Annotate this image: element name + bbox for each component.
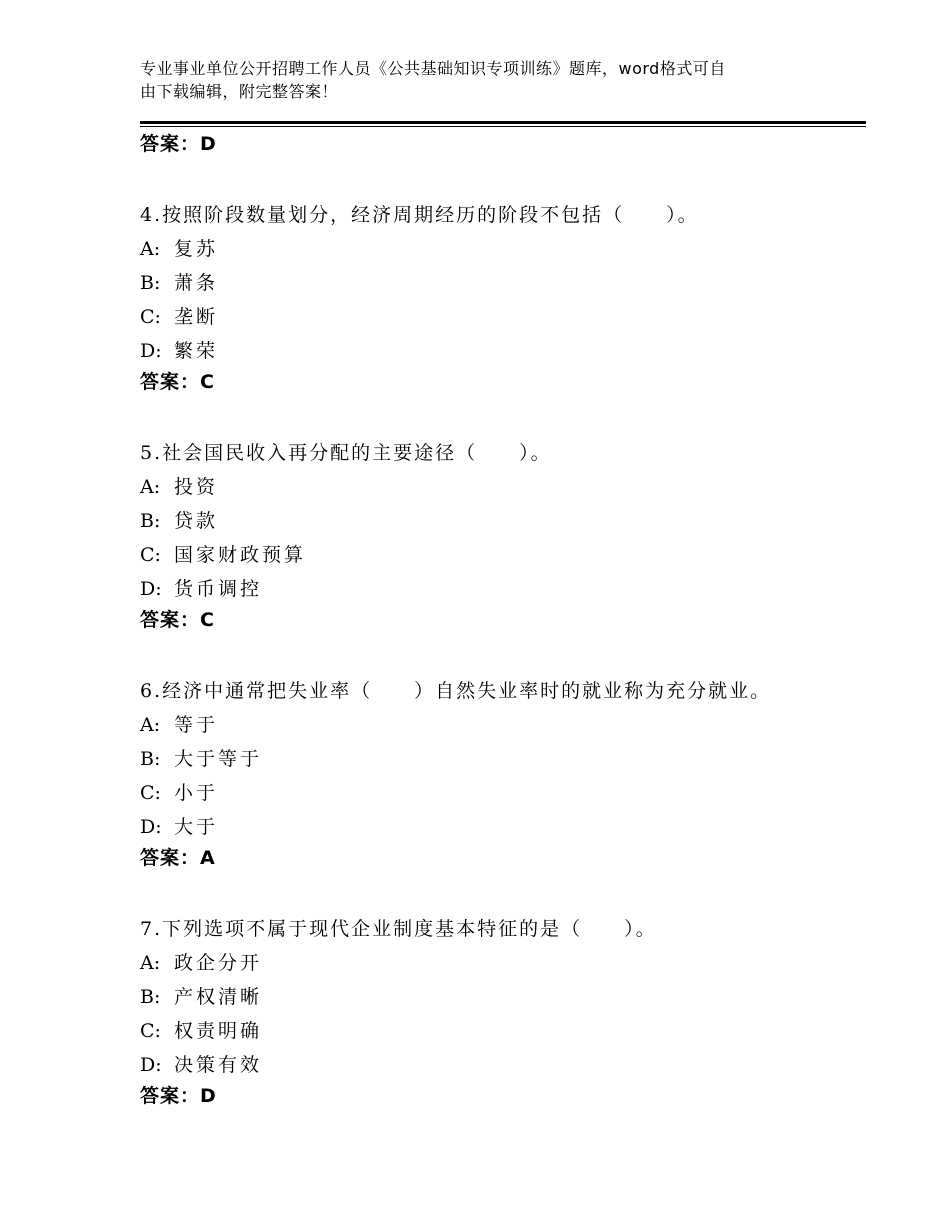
option-a (140, 470, 866, 504)
question-stem: 4.按照阶段数量划分，经济周期经历的阶段不包括（ ）。 (140, 204, 699, 226)
option-text: 货币调控 (174, 578, 263, 600)
option-text: 产权清晰 (174, 986, 263, 1008)
option-letter: B: (140, 272, 161, 294)
option-text: 大于 (174, 816, 219, 838)
option-b (140, 742, 866, 776)
question-7 (140, 912, 866, 1116)
option-text: 等于 (174, 714, 219, 736)
header-title-line-2: 由下载编辑，附完整答案！ (140, 82, 339, 101)
option-d (140, 810, 866, 844)
option-a (140, 946, 866, 980)
header-rule-thin (140, 126, 866, 127)
question-5 (140, 436, 866, 640)
option-letter: C: (140, 1020, 161, 1042)
option-b (140, 980, 866, 1014)
question-stem: 6.经济中通常把失业率（ ）自然失业率时的就业称为充分就业。 (140, 680, 772, 702)
option-b (140, 266, 866, 300)
option-text: 萧条 (174, 272, 219, 294)
option-letter: D: (140, 578, 162, 600)
option-letter: B: (140, 748, 161, 770)
option-letter: D: (140, 340, 162, 362)
question-stem: 7.下列选项不属于现代企业制度基本特征的是（ ）。 (140, 918, 657, 940)
option-letter: A: (140, 238, 161, 260)
question-list (140, 130, 866, 1116)
header-rule-thick (140, 121, 866, 124)
option-letter: B: (140, 510, 161, 532)
option-d (140, 572, 866, 606)
option-b (140, 504, 866, 538)
answer-label: 答案：C (140, 371, 215, 393)
option-letter: A: (140, 714, 161, 736)
option-text: 决策有效 (174, 1054, 263, 1076)
option-text: 权责明确 (174, 1020, 263, 1042)
previous-answer: 答案：D (140, 133, 217, 155)
option-c (140, 1014, 866, 1048)
option-text: 小于 (174, 782, 219, 804)
answer-label: 答案：C (140, 609, 215, 631)
answer-label: 答案：A (140, 847, 216, 869)
document-header (140, 57, 820, 103)
header-title-line-1: 专业事业单位公开招聘工作人员《公共基础知识专项训练》题库，word格式可自 (140, 59, 726, 78)
option-letter: C: (140, 306, 161, 328)
option-letter: B: (140, 986, 161, 1008)
option-c (140, 776, 866, 810)
option-letter: D: (140, 1054, 162, 1076)
option-a (140, 708, 866, 742)
option-text: 大于等于 (174, 748, 263, 770)
option-a (140, 232, 866, 266)
option-letter: C: (140, 544, 161, 566)
answer-label: 答案：D (140, 1085, 217, 1107)
option-text: 投资 (174, 476, 219, 498)
option-letter: D: (140, 816, 162, 838)
option-letter: A: (140, 952, 161, 974)
option-c (140, 538, 866, 572)
question-4 (140, 198, 866, 402)
option-text: 贷款 (174, 510, 219, 532)
option-d (140, 1048, 866, 1082)
option-text: 国家财政预算 (174, 544, 307, 566)
option-text: 复苏 (174, 238, 219, 260)
option-c (140, 300, 866, 334)
option-text: 垄断 (174, 306, 219, 328)
option-letter: C: (140, 782, 161, 804)
option-text: 政企分开 (174, 952, 263, 974)
question-6 (140, 674, 866, 878)
option-letter: A: (140, 476, 161, 498)
option-text: 繁荣 (174, 340, 219, 362)
question-stem: 5.社会国民收入再分配的主要途径（ ）。 (140, 442, 552, 464)
option-d (140, 334, 866, 368)
